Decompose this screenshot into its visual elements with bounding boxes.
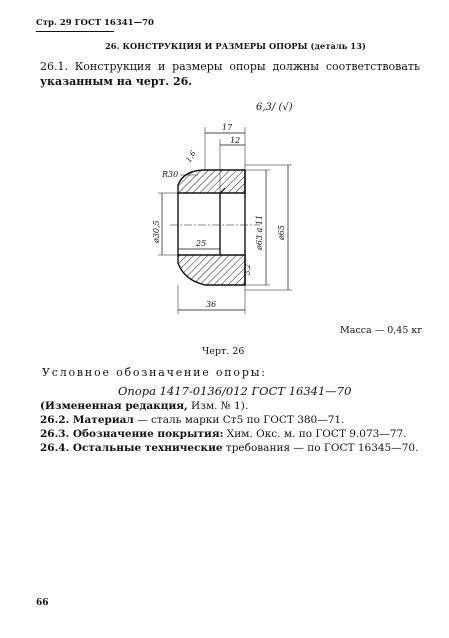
dim-17-label: 17 xyxy=(222,123,233,132)
section-title: 26. КОНСТРУКЦИЯ И РАЗМЕРЫ ОПОРЫ (деталь 13) xyxy=(105,41,366,51)
inner-dia-label: ø63 a 11 xyxy=(255,214,264,250)
designation-label: Условное обозначение опоры: xyxy=(42,366,267,379)
mass-label: Масса — 0,45 кг xyxy=(340,325,423,336)
note-line xyxy=(40,414,344,426)
page-header: Стр. 29 ГОСТ 16341—70 xyxy=(36,18,154,28)
dim-25-label: 25 xyxy=(196,239,207,248)
note-tail: требования — по ГОСТ 16345—70. xyxy=(222,442,419,454)
designation-value: Опора 1417-0136/012 ГОСТ 16341—70 xyxy=(118,384,352,398)
note-head: 26.2. Материал xyxy=(40,414,134,426)
dim-12-label: 12 xyxy=(230,136,241,145)
lower-section-hatch xyxy=(178,255,245,285)
outer-dia-label: ø65 xyxy=(277,225,286,240)
figure-caption: Черт. 26 xyxy=(202,346,245,357)
bore-dia-label: ø30,5 xyxy=(152,220,161,243)
note-head: (Измененная редакция, xyxy=(40,400,188,412)
note-head: 26.4. Остальные технические xyxy=(40,442,223,454)
paragraph-line-2: указанным на черт. 26. xyxy=(40,75,193,88)
note-head: 26.3. Обозначение покрытия: xyxy=(40,428,224,440)
header-rule xyxy=(36,31,114,32)
roughness-symbol: 6,3/ (√) xyxy=(256,102,293,113)
paragraph-line-1: 26.1. Конструкция и размеры опоры должны соответствовать xyxy=(40,60,420,73)
note-line xyxy=(40,400,248,412)
part-drawing xyxy=(150,115,310,325)
note-line xyxy=(40,428,407,440)
chamfer-low-label: 3,2 xyxy=(244,263,252,275)
note-tail: Хим. Окс. м. по ГОСТ 9.073—77. xyxy=(223,428,407,440)
note-line xyxy=(40,442,418,454)
dim-36-label: 36 xyxy=(206,300,217,309)
page-number: 66 xyxy=(36,598,49,608)
note-tail: — сталь марки Ст5 по ГОСТ 380—71. xyxy=(133,414,345,426)
radius-label: R30 xyxy=(162,170,179,179)
note-tail: Изм. № 1). xyxy=(187,400,249,412)
chamfer-label: 1,6 xyxy=(183,149,198,164)
upper-section-hatch xyxy=(178,170,245,193)
